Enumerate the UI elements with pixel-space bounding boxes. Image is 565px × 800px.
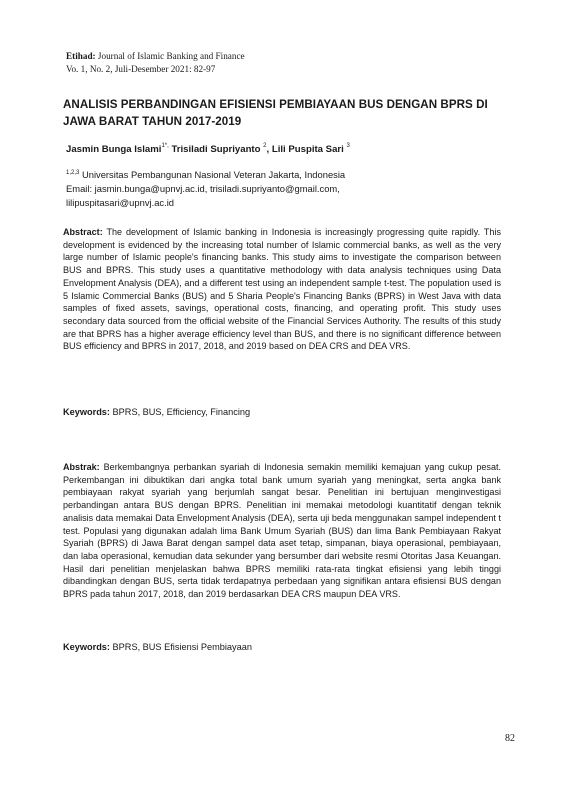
journal-issue: Vo. 1, No. 2, Juli-Desember 2021: 82-97	[66, 64, 216, 74]
keywords-id-label: Keywords:	[63, 642, 110, 652]
author-3-name: Lili Puspita Sari	[271, 144, 344, 155]
journal-name-label: Etihad:	[66, 51, 96, 61]
keywords-en-label: Keywords:	[63, 407, 110, 417]
author-1-name: Jasmin Bunga Islami	[66, 144, 162, 155]
journal-name-line	[66, 50, 506, 63]
abstract-en-label: Abstract:	[63, 227, 103, 237]
affiliation-block	[66, 166, 506, 211]
abstract-id-label: Abstrak:	[63, 462, 100, 472]
abstract-en	[63, 226, 501, 353]
abstract-id-text: Berkembangnya perbankan syariah di Indonesia semakin memiliki kemajuan yang cukup pesat. Perkembangan ini dibuktikan dari angka total bank umum syariah yang meningkat, serta angka bank pembiayaan rakyat syariah yang berjumlah sangat besar. Penelitian ini bertujuan menginvestigasi perbandingan antara BUS dengan BPRS. Penelitian ini memakai metodologi kuantitatif dengan teknik analisis data memakai Data Envelopment Analysis (DEA), serta uji beda menggunakan sampel independent t test. Populasi yang digunakan adalah lima Bank Umum Syariah (BUS) dan lima Bank Pembiayaan Rakyat Syariah (BPRS) di Jawa Barat dengan sampel data aset tetap, simpanan, biaya operasional, pembiayaan, dan laba operasional, kemudian data sekunder yang bersumber dari website resmi Otoritas Jasa Keuangan. Hasil dari penelitian menjelaskan bahwa BPRS memiliki rata-rata tingkat efisiensi yang lebih tinggi dibandingkan dengan BUS, serta tidak terdapatnya perbedaan yang signifikan antara efisiensi BUS dengan BPRS pada tahun 2017, 2018, dan 2019 berdasarkan DEA CRS maupun DEA VRS.	[63, 462, 502, 600]
keywords-id-text: BPRS, BUS Efisiensi Pembiayaan	[112, 642, 252, 652]
affiliation-line	[66, 166, 506, 182]
affiliation-sup: 1,2,3	[66, 170, 80, 176]
keywords-en	[63, 406, 503, 419]
abstract-id	[63, 461, 501, 601]
keywords-id	[63, 641, 503, 654]
author-1-sup: 1*,	[161, 143, 169, 149]
journal-name: Journal of Islamic Banking and Finance	[97, 51, 245, 61]
author-list: Jasmin Bunga Islami$^{1*,}$ Trisiladi Supriyanto $^2$, Lili Puspita Sari $^3$	[66, 143, 350, 155]
affiliation-email-line-1: Email: jasmin.bunga@upnvj.ac.id, trisiladi.supriyanto@gmail.com,	[66, 183, 340, 195]
keywords-en-text: BPRS, BUS, Efficiency, Financing	[112, 407, 251, 417]
abstract-en-text: The development of Islamic banking in Indonesia is increasingly progressing quite rapidly. This development is evidenced by the increasing total number of Islamic commercial banks, as well as the very large number of Islamic people's financing banks. This study aims to investigate the comparison between BUS and BPRS. This study uses a quantitative methodology with data analysis techniques using Data Envelopment Analysis (DEA), and a different test using an independent sample t-test. The population used is 5 Islamic Commercial Banks (BUS) and 5 Sharia People's Financing Banks (BPRS) in West Java with data samples of fixed assets, savings, operational costs, financing, and operating profit. This study uses secondary data sourced from the official website of the Financial Services Authority. The results of this study are that BPRS has a higher average efficiency level than BUS, and there is no significant difference between BUS efficiency and BPRS in 2017, 2018, and 2019 based on DEA CRS and DEA VRS.	[63, 227, 501, 352]
journal-header	[66, 50, 506, 76]
author-2-sup: 2	[263, 143, 267, 149]
affiliation-institution: Universitas Pembangunan Nasional Veteran Jakarta, Indonesia	[81, 169, 346, 180]
page-number: 82	[505, 733, 515, 744]
affiliation-email-line-2: lilipuspitasari@upnvj.ac.id	[66, 197, 175, 209]
author-3-sup: 3	[346, 143, 350, 149]
paper-title: ANALISIS PERBANDINGAN EFISIENSI PEMBIAYAAN BUS DENGAN BPRS DI JAWA BARAT TAHUN 2017-2019	[63, 98, 488, 128]
author-2-name: Trisiladi Supriyanto	[171, 144, 261, 155]
